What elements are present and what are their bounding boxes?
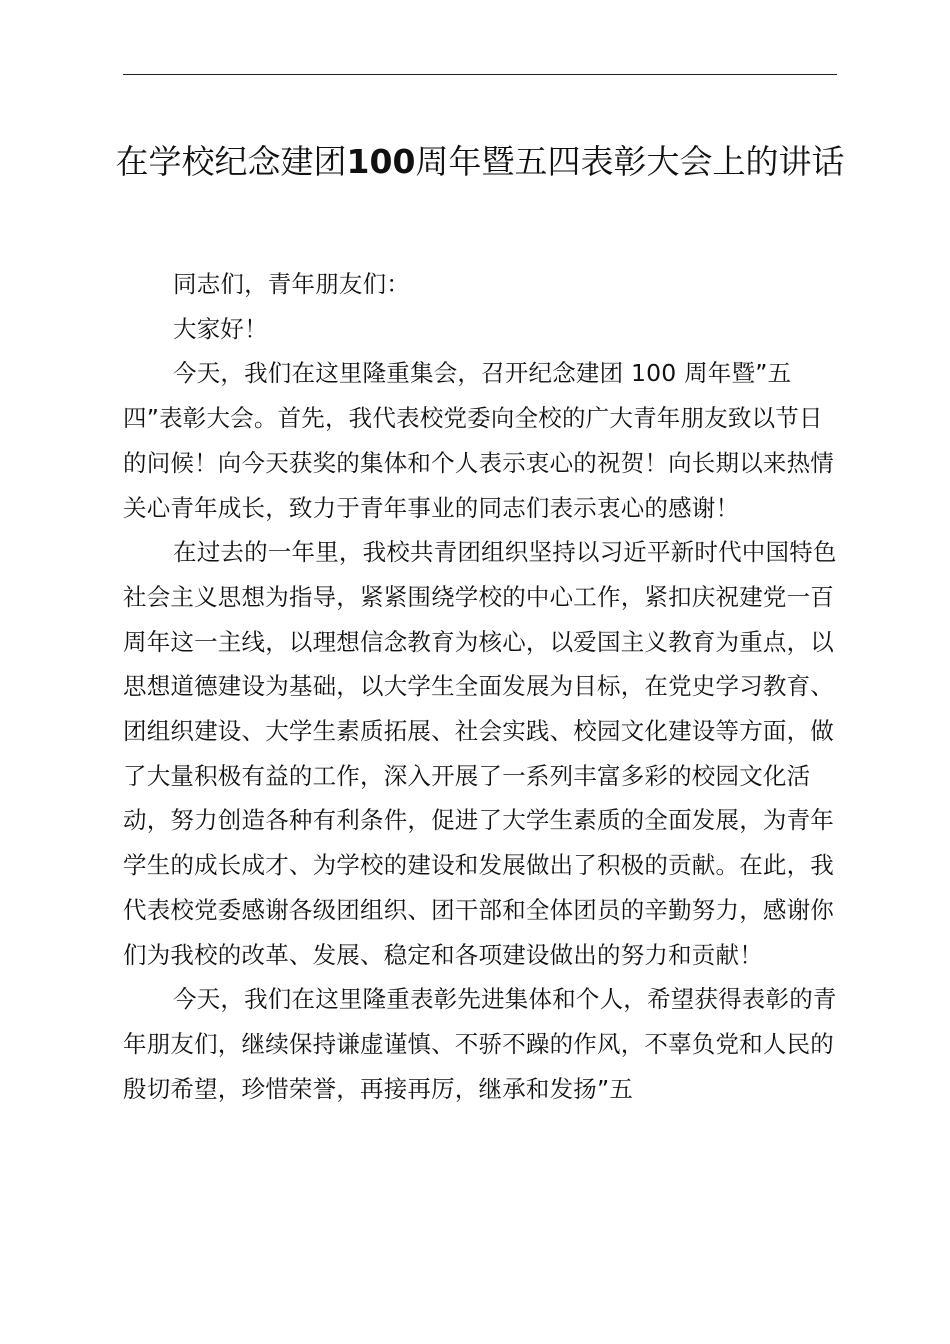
title-text-end: 周年暨五四表彰大会上的讲话	[415, 142, 845, 181]
title-text-start: 在学校纪念建团	[115, 142, 347, 181]
title-number: 100	[346, 142, 416, 181]
salutation: 同志们，青年朋友们：	[173, 270, 410, 298]
greeting: 大家好！	[173, 314, 268, 343]
header-rule	[123, 74, 837, 75]
paragraph-opening: 今天，我们在这里隆重集会，召开纪念建团 100 周年暨”五四”表彰大会。首先，我代表校党委向全校的广大青年朋友致以节日的问候！向今天获奖的集体和个人表示衷心的祝贺！向长期以来热情关心青年成长，致力于青年事业的同志们表示衷心的感谢！	[123, 359, 834, 522]
paragraph-review: 在过去的一年里，我校共青团组织坚持以习近平新时代中国特色社会主义思想为指导，紧紧围绕学校的中心工作，紧扣庆祝建党一百周年这一主线，以理想信念教育为核心，以爱国主义教育为重点，以思想道德建设为基础，以大学生全面发展为目标，在党史学习教育、团组织建设、大学生素质拓展、社会实践、校园文化建设等方面，做了大量积极有益的工作，深入开展了一系列丰富多彩的校园文化活动，努力创造各种有利条件，促进了大学生素质的全面发展，为青年学生的成长成才、为学校的建设和发展做出了积极的贡献。在此，我代表校党委感谢各级团组织、团干部和全体团员的辛勤努力，感谢你们为我校的改革、发展、稳定和各项建设做出的努力和贡献！	[123, 538, 837, 969]
document-body	[123, 262, 837, 1111]
paragraph-commendation: 今天，我们在这里隆重表彰先进集体和个人，希望获得表彰的青年朋友们，继续保持谦虚谨慎、不骄不躁的作风，不辜负党和人民的殷切希望，珍惜荣誉，再接再厉，继承和发扬”五	[123, 985, 837, 1103]
document-title	[110, 138, 850, 186]
